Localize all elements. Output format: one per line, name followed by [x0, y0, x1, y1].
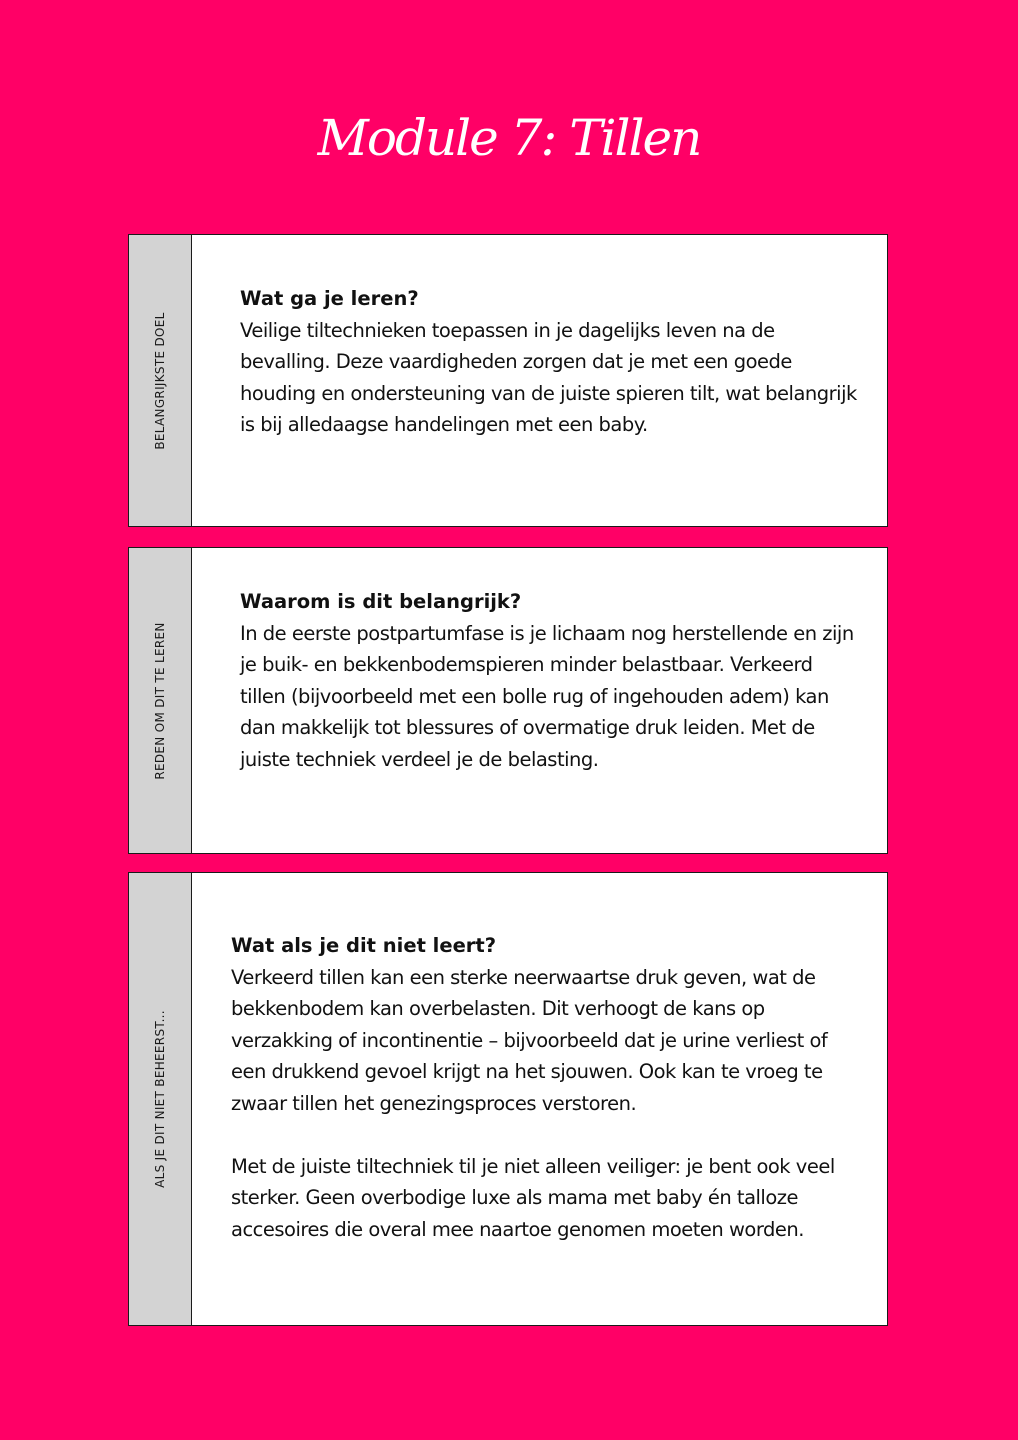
section-paragraph: In de eerste postpartumfase is je lichaam nog herstellende en zijn je buik- en bekkenbodemspieren minder belastbaar. Verkeerd tillen (bijvoorbeeld met een bolle rug of ingehouden adem) kan dan makkelijk tot blessures of overmatige druk leiden. Met de juiste techniek verdeel je de belasting. [240, 621, 854, 771]
section-card-consequence [128, 872, 888, 1326]
section-paragraph: Veilige tiltechnieken toepassen in je dagelijks leven na de bevalling. Deze vaardigheden zorgen dat je met een goede houding en ondersteuning van de juiste spieren tilt, wat belangrijk is bij alledaagse handelingen met een baby. [240, 318, 857, 436]
side-tab [129, 235, 192, 526]
section-heading: Wat ga je leren? [240, 287, 419, 310]
side-tab-label: ALS JE DIT NIET BEHEERST... [153, 1010, 167, 1188]
section-card-reason [128, 547, 888, 854]
section-card-goal [128, 234, 888, 527]
section-heading: Wat als je dit niet leert? [231, 934, 497, 957]
paragraph-spacer [231, 1119, 857, 1151]
page-title: Module 7: Tillen [317, 109, 701, 167]
side-tab [129, 873, 192, 1325]
section-heading: Waarom is dit belangrijk? [240, 590, 522, 613]
section-body [240, 283, 857, 441]
side-tab-label: BELANGRIJKSTE DOEL [153, 311, 167, 450]
side-tab-label: REDEN OM DIT TE LEREN [153, 621, 167, 780]
side-tab [129, 548, 192, 853]
section-paragraph: Verkeerd tillen kan een sterke neerwaartse druk geven, wat de bekkenbodem kan overbelasten. Dit verhoogt de kans op verzakking of incontinentie – bijvoorbeeld dat je urine verliest of een drukkend gevoel krijgt na het sjouwen. Ook kan te vroeg te zwaar tillen het genezingsproces verstoren. [231, 965, 828, 1115]
section-body [240, 586, 857, 775]
section-body [231, 930, 857, 1245]
section-paragraph: Met de juiste tiltechniek til je niet alleen veiliger: je bent ook veel sterker. Geen overbodige luxe als mama met baby én talloze accesoires die overal mee naartoe genomen moeten worden. [231, 1154, 835, 1241]
